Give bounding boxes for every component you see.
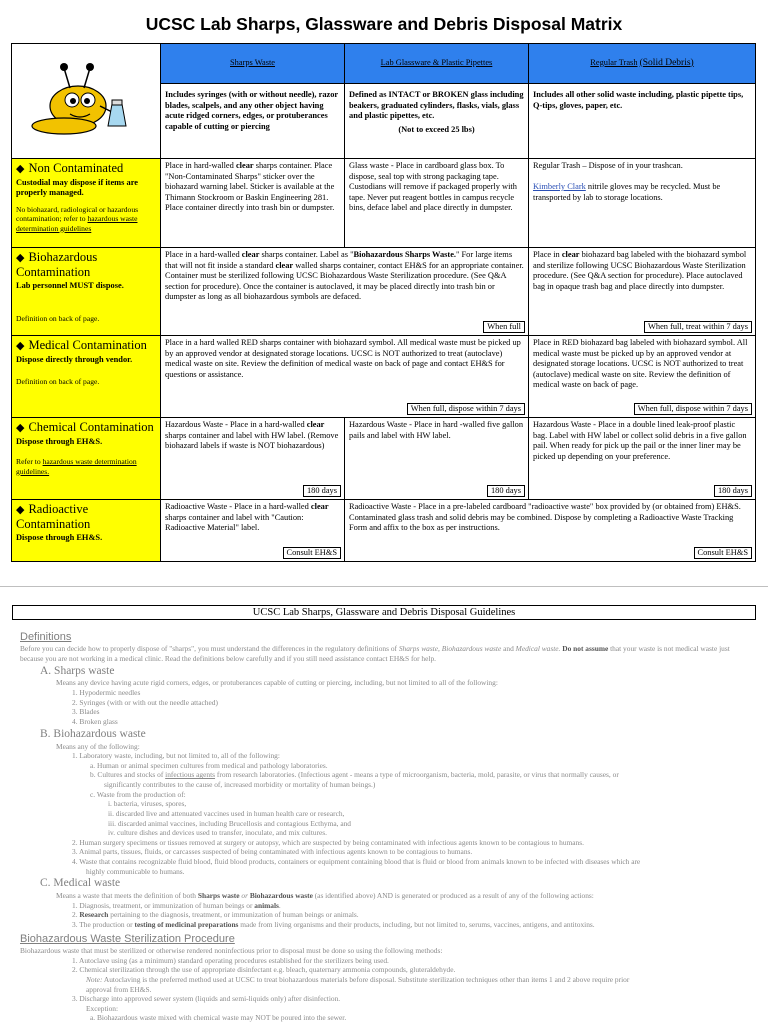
infectious-agents-link[interactable]: infectious agents: [165, 770, 216, 780]
chemical-trash-tag: 180 days: [714, 485, 752, 498]
biohaz-sharps-when-full-tag: When full: [483, 321, 525, 334]
row-label-medical: ◆ Medical Contamination Dispose directly through vendor. Definition on back of page.: [12, 336, 161, 418]
diamond-bullet-icon: ◆: [16, 340, 25, 352]
chemical-glass: Hazardous Waste - Place in hard -walled five gallon pails and label with HW label. 180 days: [345, 418, 529, 500]
radio-sharps: Radioactive Waste - Place in a hard-walled clear sharps container and label with "Caution: Radioactive Material" label. Consult EH&S: [161, 500, 345, 562]
biohaz-trash: Place in clear biohazard bag labeled with the biohazard symbol and sterilize following UCSC Biohazardous Waste Sterilization procedure. (See Q&A section for procedure). Place autoclaved bag in opaque trash bag and place directly into dumpster. When full, treat within 7 days: [529, 248, 756, 336]
sharps-list-item: 4. Broken glass: [72, 716, 118, 726]
hazardous-waste-guidelines-link-2[interactable]: hazardous waste determination guidelines.: [16, 457, 137, 476]
definition-glass: Defined as INTACT or BROKEN glass including beakers, graduated cylinders, flasks, vials, glass and plastic pipettes, etc. (Not to exceed 25 lbs): [345, 84, 529, 159]
slug-mascot-image: [12, 44, 161, 159]
definitions-intro: Before you can decide how to properly dispose of "sharps", you must understand the differences in the regulatory definitions of Sharps waste, Biohazardous waste and Medical waste. Do not assume that your waste is not medical waste just because you are not working in a medical clinic. Read the definitions below carefully and if you still need assistance contact EH&S for help.: [20, 644, 730, 663]
noncontam-sharps: Place in hard-walled clear sharps container. Place "Non-Contaminated Sharps" sticker over the biohazard warning label. Sticker is available at the Thimann Stockroom or Baskin Engineering 281. Place container directly into trash bin or dumpster.: [161, 159, 345, 248]
radio-glass-trash: Radioactive Waste - Place in a pre-labeled cardboard "radioactive waste" box provided by (or obtained from) EH&S. Contaminated glass trash and solid debris may be combined. Dispose by completing a Radioactive Waste Tracking Form and affix to the box as per instructions. Consult EH&S: [345, 500, 756, 562]
chemical-sharps-tag: 180 days: [303, 485, 341, 498]
row-label-chemical: ◆ Chemical Contamination Dispose through EH&S. Refer to hazardous waste determination guidelines.: [12, 418, 161, 500]
definition-sharps: Includes syringes (with or without needle), razor blades, scalpels, and any other object having acute ridged corners, edges, or protuberances capable of cutting or piercing: [161, 84, 345, 159]
sharps-list-item: 3. Blades: [72, 707, 100, 717]
chemical-glass-tag: 180 days: [487, 485, 525, 498]
header-regular-trash: Regular Trash (Solid Debris): [529, 44, 756, 84]
definition-trash: Includes all other solid waste including, plastic pipette tips, Q-tips, gloves, paper, etc.: [529, 84, 756, 159]
medical-trash: Place in RED biohazard bag labeled with biohazard symbol. All medical waste must be picked up by an approved vendor at designated storage locations. UCSC is NOT authorized to treat (autoclave) medical waste on site. Review the definition of medical waste on back of page. When full, dispose within 7 days: [529, 336, 756, 418]
biohazardous-waste-heading: B. Biohazardous waste: [40, 727, 146, 740]
definitions-heading: Definitions: [20, 631, 72, 643]
medical-sharps-tag: When full, dispose within 7 days: [407, 403, 525, 416]
kimberly-clark-link[interactable]: Kimberly Clark: [533, 182, 586, 191]
diamond-bullet-icon: ◆: [16, 504, 25, 516]
guidelines-title: UCSC Lab Sharps, Glassware and Debris Disposal Guidelines: [12, 605, 756, 620]
sharps-list-item: 2. Syringes (with or with out the needle attached): [72, 697, 218, 707]
row-label-biohazardous: ◆ Biohazardous Contamination Lab personnel MUST dispose. Definition on back of page.: [12, 248, 161, 336]
header-sharps-waste: Sharps Waste: [161, 44, 345, 84]
radio-glass-trash-tag: Consult EH&S: [694, 547, 753, 560]
row-label-non-contaminated: ◆ Non Contaminated Custodial may dispose if items are properly managed. No biohazard, radiological or hazardous contamination; refer to hazardous waste determination guidelines: [12, 159, 161, 248]
diamond-bullet-icon: ◆: [16, 252, 25, 264]
page-divider: [0, 586, 768, 587]
banana-slug-scientist-icon: [26, 54, 146, 144]
page-title: UCSC Lab Sharps, Glassware and Debris Disposal Matrix: [145, 14, 623, 34]
biohaz-trash-tag: When full, treat within 7 days: [644, 321, 752, 334]
hazardous-waste-guidelines-link[interactable]: hazardous waste determination guidelines: [16, 214, 138, 233]
medical-trash-tag: When full, dispose within 7 days: [634, 403, 752, 416]
sharps-waste-heading: A. Sharps waste: [40, 664, 115, 677]
sharps-list-item: 1. Hypodermic needles: [72, 688, 141, 698]
row-label-radioactive: ◆ Radioactive Contamination Dispose through EH&S.: [12, 500, 161, 562]
noncontam-glass: Glass waste - Place in cardboard glass box. To dispose, seal top with strong packaging tape. Custodians will remove if packaged properly with tape. Never put reagent bottles in campus recycle bins, deface label and place directly in dumpster.: [345, 159, 529, 248]
medical-waste-heading: C. Medical waste: [40, 877, 121, 890]
biohaz-sharps-glass: Place in a hard-walled clear sharps container. Label as "Biohazardous Sharps Waste." For large items that will not fit inside a standard clear walled sharps container, contact EH&S for an appropriate container. Container must be sterilized following UCSC Biohazardous Waste Sterilization procedure. (See Q&A section for procedure). Once the container is autoclaved, it may be placed directly into trash bin or dumpster as long as all biohazardous symbols are defaced. When full: [161, 248, 529, 336]
radio-sharps-tag: Consult EH&S: [283, 547, 342, 560]
disposal-matrix: [11, 43, 756, 562]
medical-sharps-glass: Place in a hard walled RED sharps container with biohazard symbol. All medical waste must be picked up by an approved vendor at designated storage locations. UCSC is NOT authorized to treat (autoclave) medical waste on site. Review the definition of medical waste on back of page and contact EH&S for questions or assistance. When full, dispose within 7 days: [161, 336, 529, 418]
chemical-sharps: Hazardous Waste - Place in a hard-walled clear sharps container and label with HW label. (Remove biohazard labels if waste is NOT biohazardous) 180 days: [161, 418, 345, 500]
noncontam-trash: Regular Trash – Dispose of in your trashcan. Kimberly Clark nitrile gloves may be recycled. Must be transported by lab to storage locations.: [529, 159, 756, 248]
guidelines-body: Definitions Before you can decide how to properly dispose of "sharps", you must understand the differences in the regulatory definitions of Sharps waste, Biohazardous waste and Medical waste. Do not assume that your waste is not medical waste just because you are not working in a medical clinic. Read the definitions below carefully and if you still need assistance contact EH&S for help. A. Sharps waste Means any device having acute rigid corners, edges, or protuberances capable of cutting or piercing, including, but not limited to all of the following: 1. Hypodermic needles 2. Syringes (with or with out the needle attached) 3. Blades 4. Broken glass B. Biohazardous waste Means any of the following: 1. Laboratory waste, including, but not limited to, all of the following: a. Human or animal specimen cultures from medical and pathology laboratories. b. Cultures and stocks of infectious agents from research laboratories. (Infectious agent - means a type of microorganism, bacteria, mold, parasite, or virus that normally causes, or significantly contributes to the cause of, increased morbidity or mortality of human beings.) c. Waste from the production of: i. bacteria, viruses, spores, ii. discarded live and attenuated vaccines used in human health care or research, iii. discarded animal vaccines, including Brucellosis and contagious Ecthyma, and iv. culture dishes and devices used to transfer, inoculate, and mix cultures. 2. Human surgery specimens or tissues removed at surgery or autopsy, which are suspected by being contaminated with infectious agents known to be contagious to humans. 3. Animal parts, tissues, fluids, or carcasses suspected of being contaminated with infectious agents known to be contagious to humans. 4. Waste that contains recognizable fluid blood, fluid blood products, containers or equipment containing blood that is fluid or blood from animals known to be infected with diseases which are highly communicable to humans. C. Medical waste Means a waste that meets the definition of both Sharps waste or Biohazardous waste (as identified above) AND is generated or produced as a result of any of the following actions: 1. Diagnosis, treatment, or immunization of human beings or animals. 2. Research pertaining to the diagnosis, treatment, or immunization of human beings or animals. 3. The production or testing of medicinal preparations made from living organisms and their products, including, but not limited to, serums, vaccines, antigens, and antitoxins. Biohazardous Waste Sterilization Procedure Biohazardous waste that must be sterilized or otherwise rendered noninfectious prior to disposal must be done so using the following methods: 1. Autoclave using (as a minimum) standard operating procedures established for the sterilizers being used. 2. Chemical sterilization through the use of appropriate disinfectant e.g. bleach, quaternary ammonia compounds, gluteraldehyde. Note: Autoclaving is the preferred method used at UCSC to treat biohazardous materials before disposal. Substitute sterilization techniques other than items 1 and 2 above require prior approval from EH&S. 3. Discharge into approved sewer system (liquids and semi-liquids only) after disinfection. Exception: a. Biohazardous waste mixed with chemical waste may NOT be poured into the sewer.: [20, 628, 750, 1023]
diamond-bullet-icon: ◆: [16, 163, 25, 175]
diamond-bullet-icon: ◆: [16, 422, 25, 434]
chemical-trash: Hazardous Waste - Place in a double lined leak-proof plastic bag. Label with HW label or collect solid debris in a five gallon pail. When ready for pick up the pail or the inner liner may be picked up depending on your preference. 180 days: [529, 418, 756, 500]
sterilization-heading: Biohazardous Waste Sterilization Procedure: [20, 932, 235, 945]
header-lab-glassware: Lab Glassware & Plastic Pipettes: [345, 44, 529, 84]
